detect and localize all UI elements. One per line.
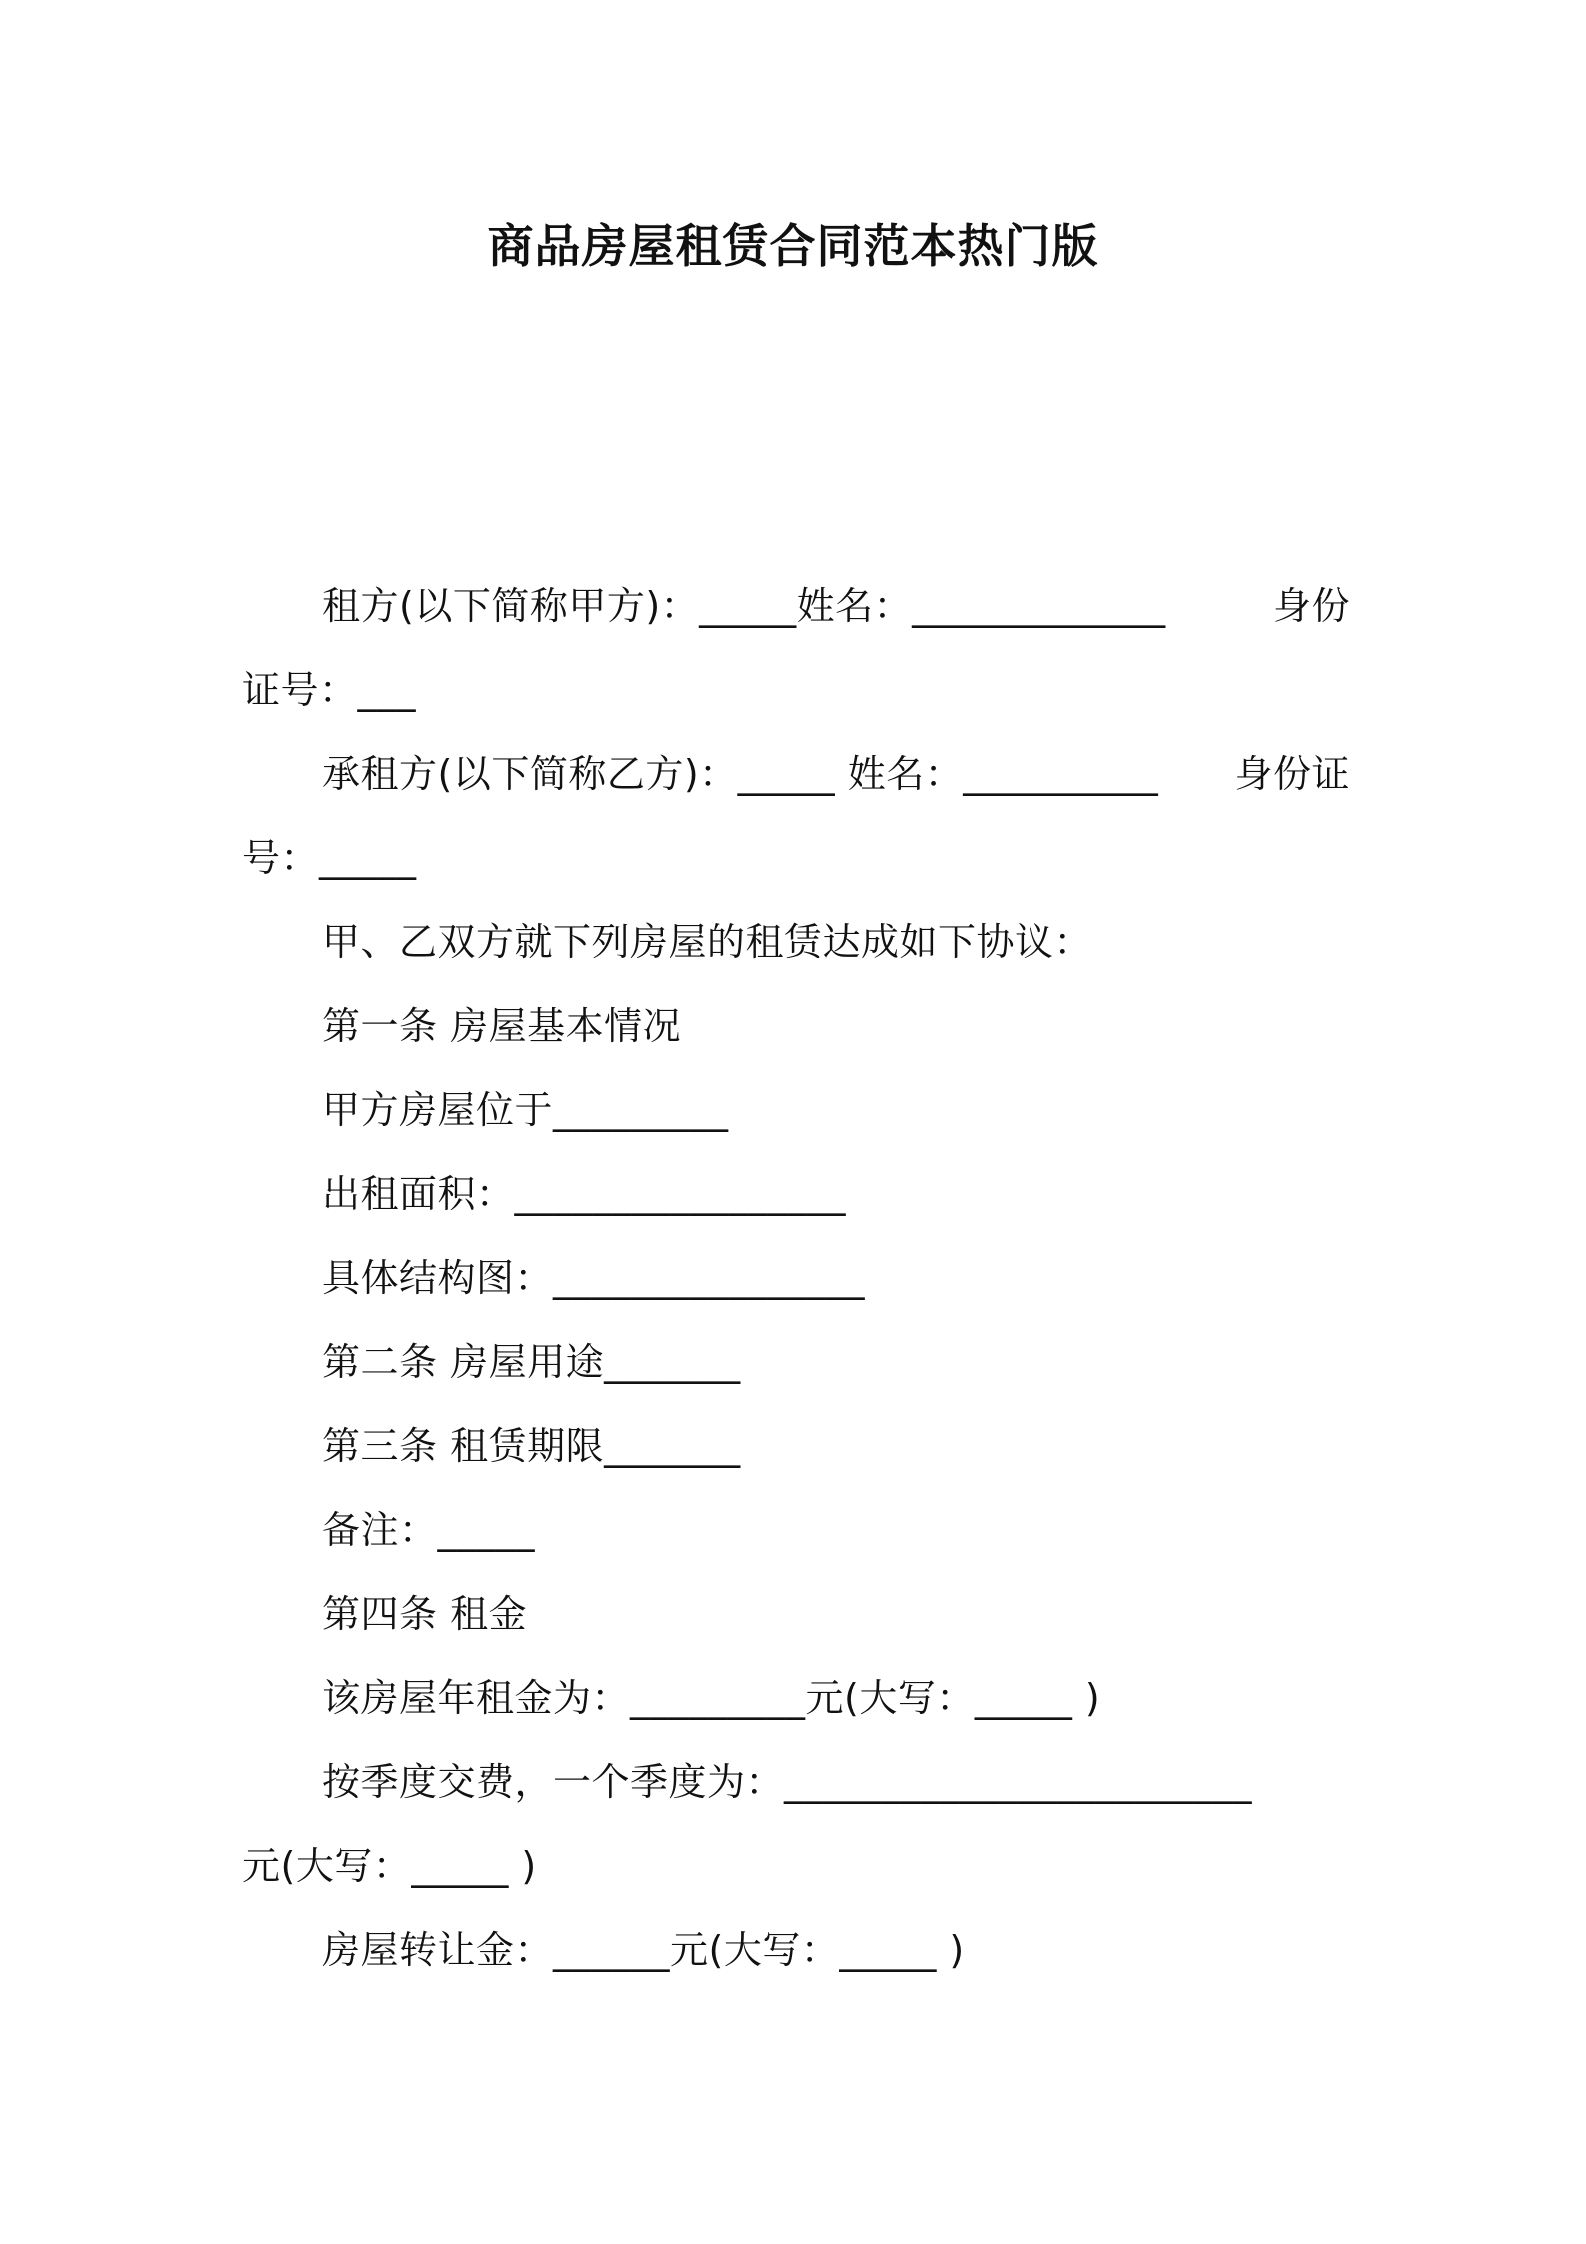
house-location-line: 甲方房屋位于_________ — [322, 1088, 729, 1132]
quarterly-payment-line: 按季度交费，一个季度为：________________________ — [322, 1760, 1253, 1804]
transfer-fee-line: 房屋转让金：______元(大写：_____ ) — [322, 1928, 965, 1972]
lessor-line-end: 身份 — [1272, 584, 1350, 628]
remarks-line: 备注：_____ — [322, 1508, 536, 1552]
article-1-heading: 第一条 房屋基本情况 — [322, 1004, 682, 1048]
annual-rent-line: 该房屋年租金为：_________元(大写：_____ ) — [322, 1676, 1101, 1720]
article-2-line: 第二条 房屋用途_______ — [322, 1340, 741, 1384]
lessee-line-end: 身份证 — [1234, 752, 1350, 796]
lessor-id-line: 证号：___ — [242, 668, 417, 712]
structure-plan-line: 具体结构图：________________ — [322, 1256, 866, 1300]
rental-area-line: 出租面积：_________________ — [322, 1172, 847, 1216]
lessee-id-line: 号：_____ — [242, 836, 417, 880]
quarterly-payment-uppercase-line: 元(大写：_____ ) — [242, 1844, 537, 1888]
page-title: 商品房屋租赁合同范本热门版 — [487, 219, 1099, 273]
article-4-heading: 第四条 租金 — [322, 1592, 528, 1636]
agreement-intro: 甲、乙双方就下列房屋的租赁达成如下协议： — [322, 920, 1093, 964]
lessee-line: 承租方(以下简称乙方)：_____ 姓名：__________ — [322, 752, 1159, 796]
lessor-line: 租方(以下简称甲方)：_____姓名：_____________ — [322, 584, 1166, 628]
article-3-line: 第三条 租赁期限_______ — [322, 1424, 741, 1468]
